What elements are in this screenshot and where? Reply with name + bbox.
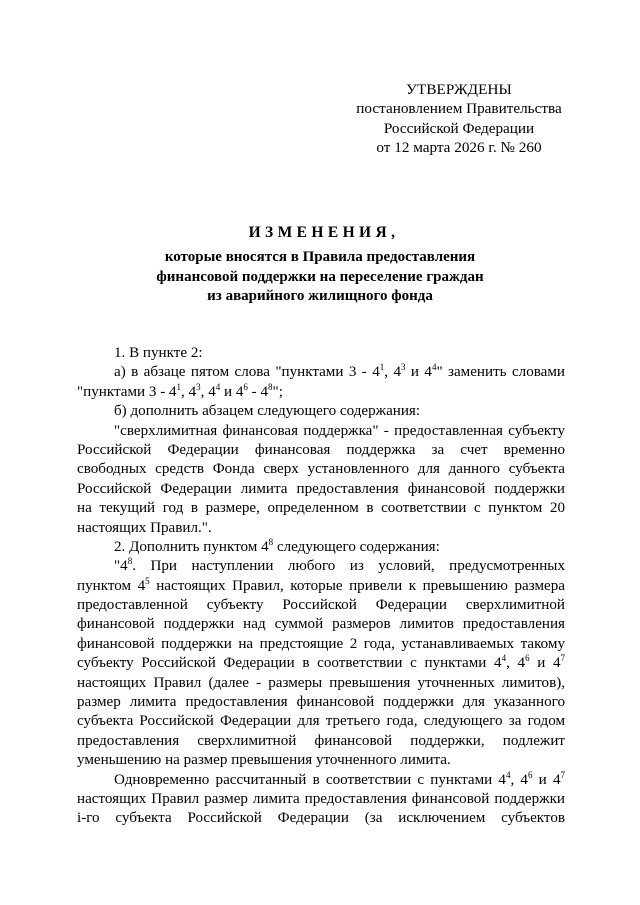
- text-line: свободных средств Фонда сверх установленного для данного субъекта: [77, 461, 565, 478]
- text-line: субъекта Российской Федерации для третьего года, следующего за годом: [77, 713, 565, 730]
- text-line: финансовой поддержки над суммой размеров лимитов предоставления: [77, 616, 565, 633]
- approval-line-2: Российской Федерации: [383, 119, 535, 137]
- document-subtitle: [0, 248, 640, 307]
- text-line: финансовой поддержки на предстоящие 2 года, устанавливаемых такому: [77, 635, 565, 652]
- text-line: субъекту Российской Федерации в соответствии с пунктами $4^4$, $4^6$ и $4^7$: [77, 653, 566, 672]
- text-line: "$4^8$. При наступлении любого из условий, предусмотренных: [114, 556, 565, 575]
- text-line: предоставления сверхлимитной финансовой поддержки, подлежит: [77, 732, 565, 749]
- text-line: "пунктами $3 - 4^1$, $4^3$, $4^4$ и $4^6 - 4^8$";: [77, 381, 283, 400]
- approval-line-3: от 12 марта 2026 г. № 260: [376, 139, 542, 157]
- text-line: б) дополнить абзацем следующего содержания:: [114, 403, 421, 420]
- subtitle-line-1: которые вносятся в Правила предоставления: [164, 249, 476, 265]
- approval-line-1: постановлением Правительства: [356, 100, 562, 118]
- document-title: ИЗМЕНЕНИЯ,: [248, 224, 400, 241]
- text-line: настоящих Правил размер лимита предоставления финансовой поддержки: [77, 790, 565, 807]
- text-line: "сверхлимитная финансовая поддержка" - предоставленная субъекту: [114, 422, 565, 439]
- text-line: Одновременно рассчитанный в соответствии с пунктами $4^4$, $4^6$ и $4^7$: [114, 769, 565, 788]
- text-line: пунктом $4^5$ настоящих Правил, которые привели к превышению размера: [77, 575, 565, 594]
- document-body: [77, 344, 565, 829]
- text-line: i-го субъекта Российской Федерации (за исключением субъектов: [77, 810, 565, 827]
- text-line: на текущий год в размере, определенном в соответствии с пунктом 20: [77, 500, 565, 517]
- text-line: Российской Федерации финансовая поддержка за счет временно: [77, 441, 565, 458]
- text-line: а) в абзаце пятом слова "пунктами $3 - 4^1$, $4^3$ и $4^4$" заменить словами: [114, 362, 566, 381]
- approval-stamp: [330, 80, 588, 158]
- text-line: настоящих Правил.".: [77, 519, 212, 536]
- text-line: уменьшению на размер превышения уточненного лимита.: [77, 752, 451, 769]
- text-line: 1. В пункте 2:: [114, 345, 203, 361]
- subtitle-line-3: из аварийного жилищного фонда: [207, 288, 433, 305]
- text-line: размер лимита предоставления финансовой поддержки для указанного: [77, 694, 565, 711]
- text-line: 2. Дополнить пунктом $4^8$ следующего содержания:: [114, 536, 440, 555]
- approval-heading: УТВЕРЖДЕНЫ: [406, 81, 512, 98]
- text-line: предоставленной субъекту Российской Федерации сверхлимитной: [77, 597, 565, 614]
- text-line: настоящих Правил (далее - размеры превышения уточненных лимитов),: [77, 674, 565, 691]
- text-line: Российской Федерации лимита предоставления финансовой поддержки: [77, 480, 565, 497]
- subtitle-line-2: финансовой поддержки на переселение граждан: [156, 268, 484, 285]
